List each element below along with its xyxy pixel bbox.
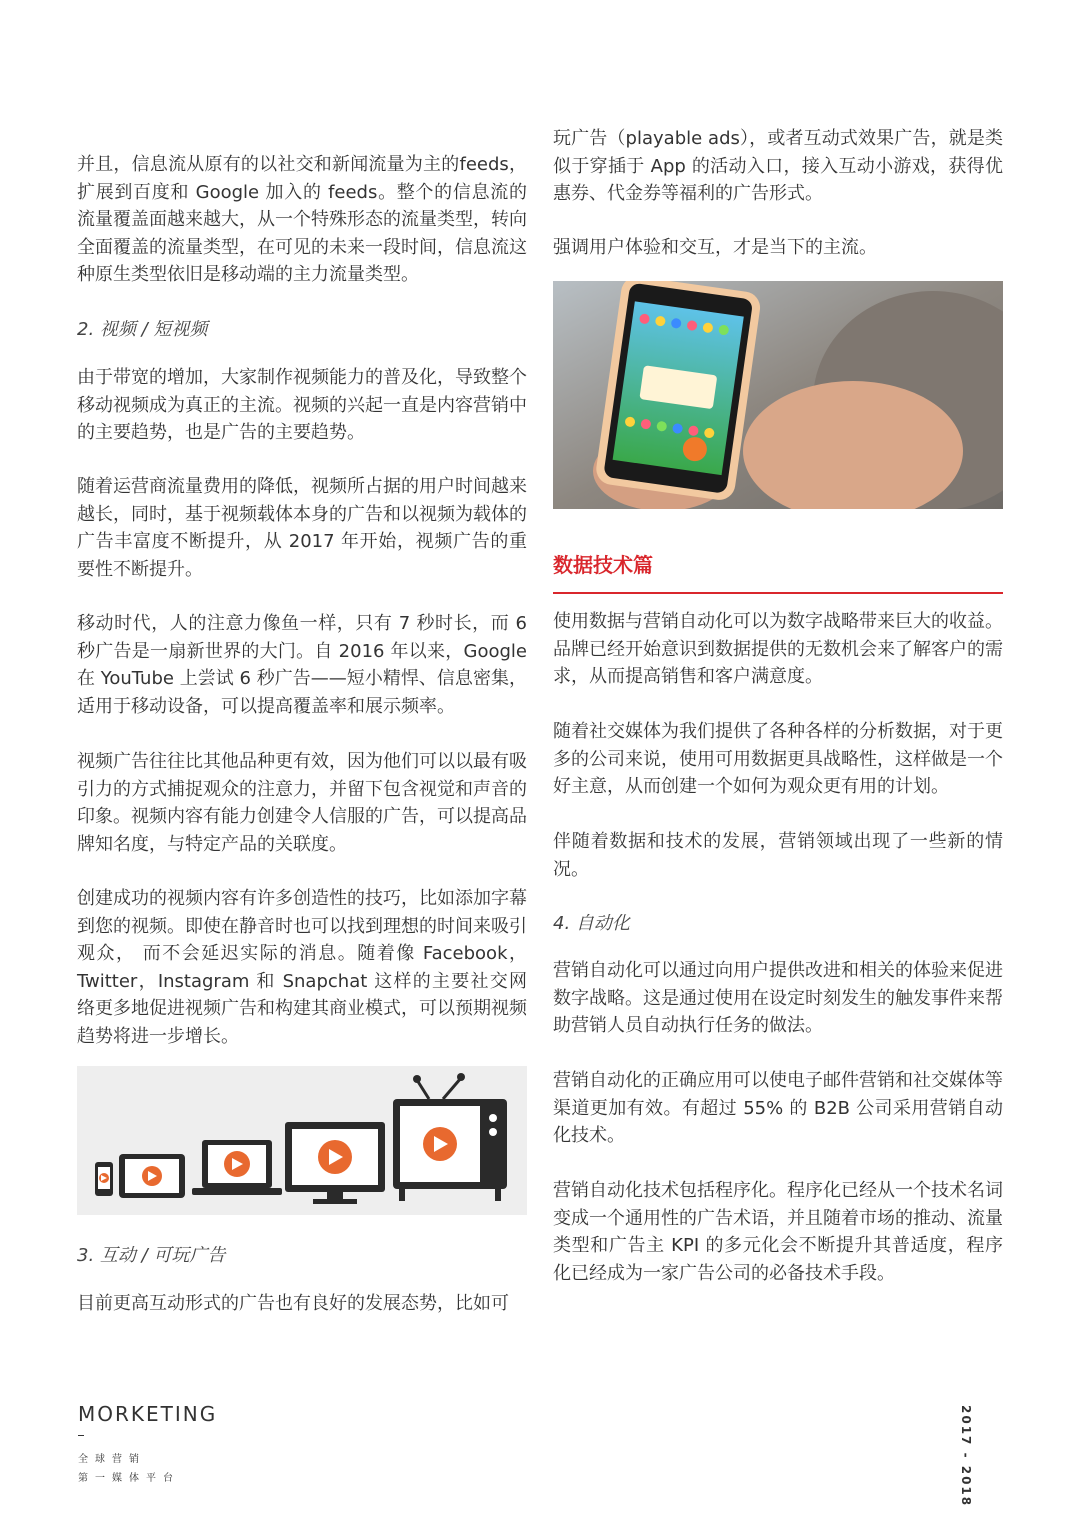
section-title-data-tech: 数据技术篇 — [553, 553, 653, 577]
section-divider — [553, 592, 1003, 594]
paragraph-programmatic: 营销自动化技术包括程序化。程序化已经从一个技术名词变成一个通用性的广告术语，并且随着市场的推动、流量类型和广告主 KPI 的多元化会不断提升其普适度，程序化已经成为一家广告公司的必备技术手段。 — [553, 1180, 1003, 1284]
paragraph-playable-ads: 玩广告（playable ads），或者互动式效果广告，就是类似于穿插于 App 的活动入口，接入互动小游戏，获得优惠券、代金券等福利的广告形式。 — [553, 128, 1003, 204]
subheading-video: 2. 视频 / 短视频 — [77, 319, 208, 340]
paragraph-attention: 移动时代，人的注意力像鱼一样，只有 7 秒时长，而 6 秒广告是一扇新世界的大门。自 2016 年以来，Google 在 YouTube 上尝试 6 秒广告——短小精悍、信息密集，适用于移动设备，可以提高覆盖率和展示频率。 — [77, 613, 527, 717]
tagline-line-1: 全球营销 — [78, 1454, 146, 1465]
video-devices-illustration — [77, 1066, 527, 1215]
photo-svg — [553, 281, 1003, 509]
paragraph-bandwidth: 由于带宽的增加，大家制作视频能力的普及化，导致整个移动视频成为真正的主流。视频的兴起一直是内容营销中的主要趋势，也是广告的主要趋势。 — [77, 367, 527, 443]
paragraph-feeds: 并且，信息流从原有的以社交和新闻流量为主的feeds，扩展到百度和 Google 加入的 feeds。整个的信息流的流量覆盖面越来越大，从一个特殊形态的流量类型，转向全面覆盖的流量类型，在可见的未来一段时间，信息流这种原生类型依旧是移动端的主力流量类型。 — [77, 154, 527, 285]
paragraph-user-experience: 强调用户体验和交互，才是当下的主流。 — [553, 237, 877, 258]
subheading-interactive: 3. 互动 / 可玩广告 — [77, 1245, 226, 1266]
paragraph-operator-traffic: 随着运营商流量费用的降低，视频所占据的用户时间越来越长，同时，基于视频载体本身的广告和以视频为载体的广告丰富度不断提升，从 2017 年开始，视频广告的重要性不断提升。 — [77, 476, 527, 580]
devices-svg — [77, 1066, 527, 1215]
paragraph-new-situation: 伴随着数据和技术的发展，营销领域出现了一些新的情况。 — [553, 831, 1003, 880]
paragraph-video-effective: 视频广告往往比其他品种更有效，因为他们可以以最有吸引力的方式捕捉观众的注意力，并留下包含视觉和声音的印象。视频内容有能力创建令人信服的广告，可以提高品牌知名度，与特定产品的关联度。 — [77, 751, 527, 855]
year-label: 2017 - 2018 — [959, 1405, 973, 1508]
paragraph-social-media-data: 随着社交媒体为我们提供了各种各样的分析数据，对于更多的公司来说，使用可用数据更具战略性，这样做是一个好主意，从而创建一个如何为观众更有用的计划。 — [553, 721, 1003, 797]
brand-logo-text: MORKETING — [78, 1402, 218, 1426]
tagline-line-2: 第一媒体平台 — [78, 1473, 180, 1484]
mobile-game-photo — [553, 281, 1003, 509]
paragraph-interactive-ads: 目前更高互动形式的广告也有良好的发展态势，比如可 — [77, 1293, 509, 1314]
smartphone-icon — [594, 281, 762, 502]
paragraph-marketing-automation: 营销自动化可以通过向用户提供改进和相关的体验来促进数字战略。这是通过使用在设定时刻发生的触发事件来帮助营销人员自动执行任务的做法。 — [553, 960, 1003, 1036]
paragraph-video-tips: 创建成功的视频内容有许多创造性的技巧，比如添加字幕到您的视频。即使在静音时也可以找到理想的时间来吸引观众， 而不会延迟实际的消息。随着像 Facebook，Twitter，Instagram 和 Snapchat 这样的主要社交网络更多地促进视频广告和构建其商业模式，可以预期视频趋势将进一步增长。 — [77, 888, 527, 1047]
paragraph-data-automation: 使用数据与营销自动化可以为数字战略带来巨大的收益。品牌已经开始意识到数据提供的无数机会来了解客户的需求，从而提高销售和客户满意度。 — [553, 611, 1003, 687]
subheading-automation: 4. 自动化 — [553, 913, 630, 934]
footer-dash — [78, 1435, 84, 1436]
paragraph-automation-application: 营销自动化的正确应用可以使电子邮件营销和社交媒体等渠道更加有效。有超过 55% 的 B2B 公司采用营销自动化技术。 — [553, 1070, 1003, 1146]
